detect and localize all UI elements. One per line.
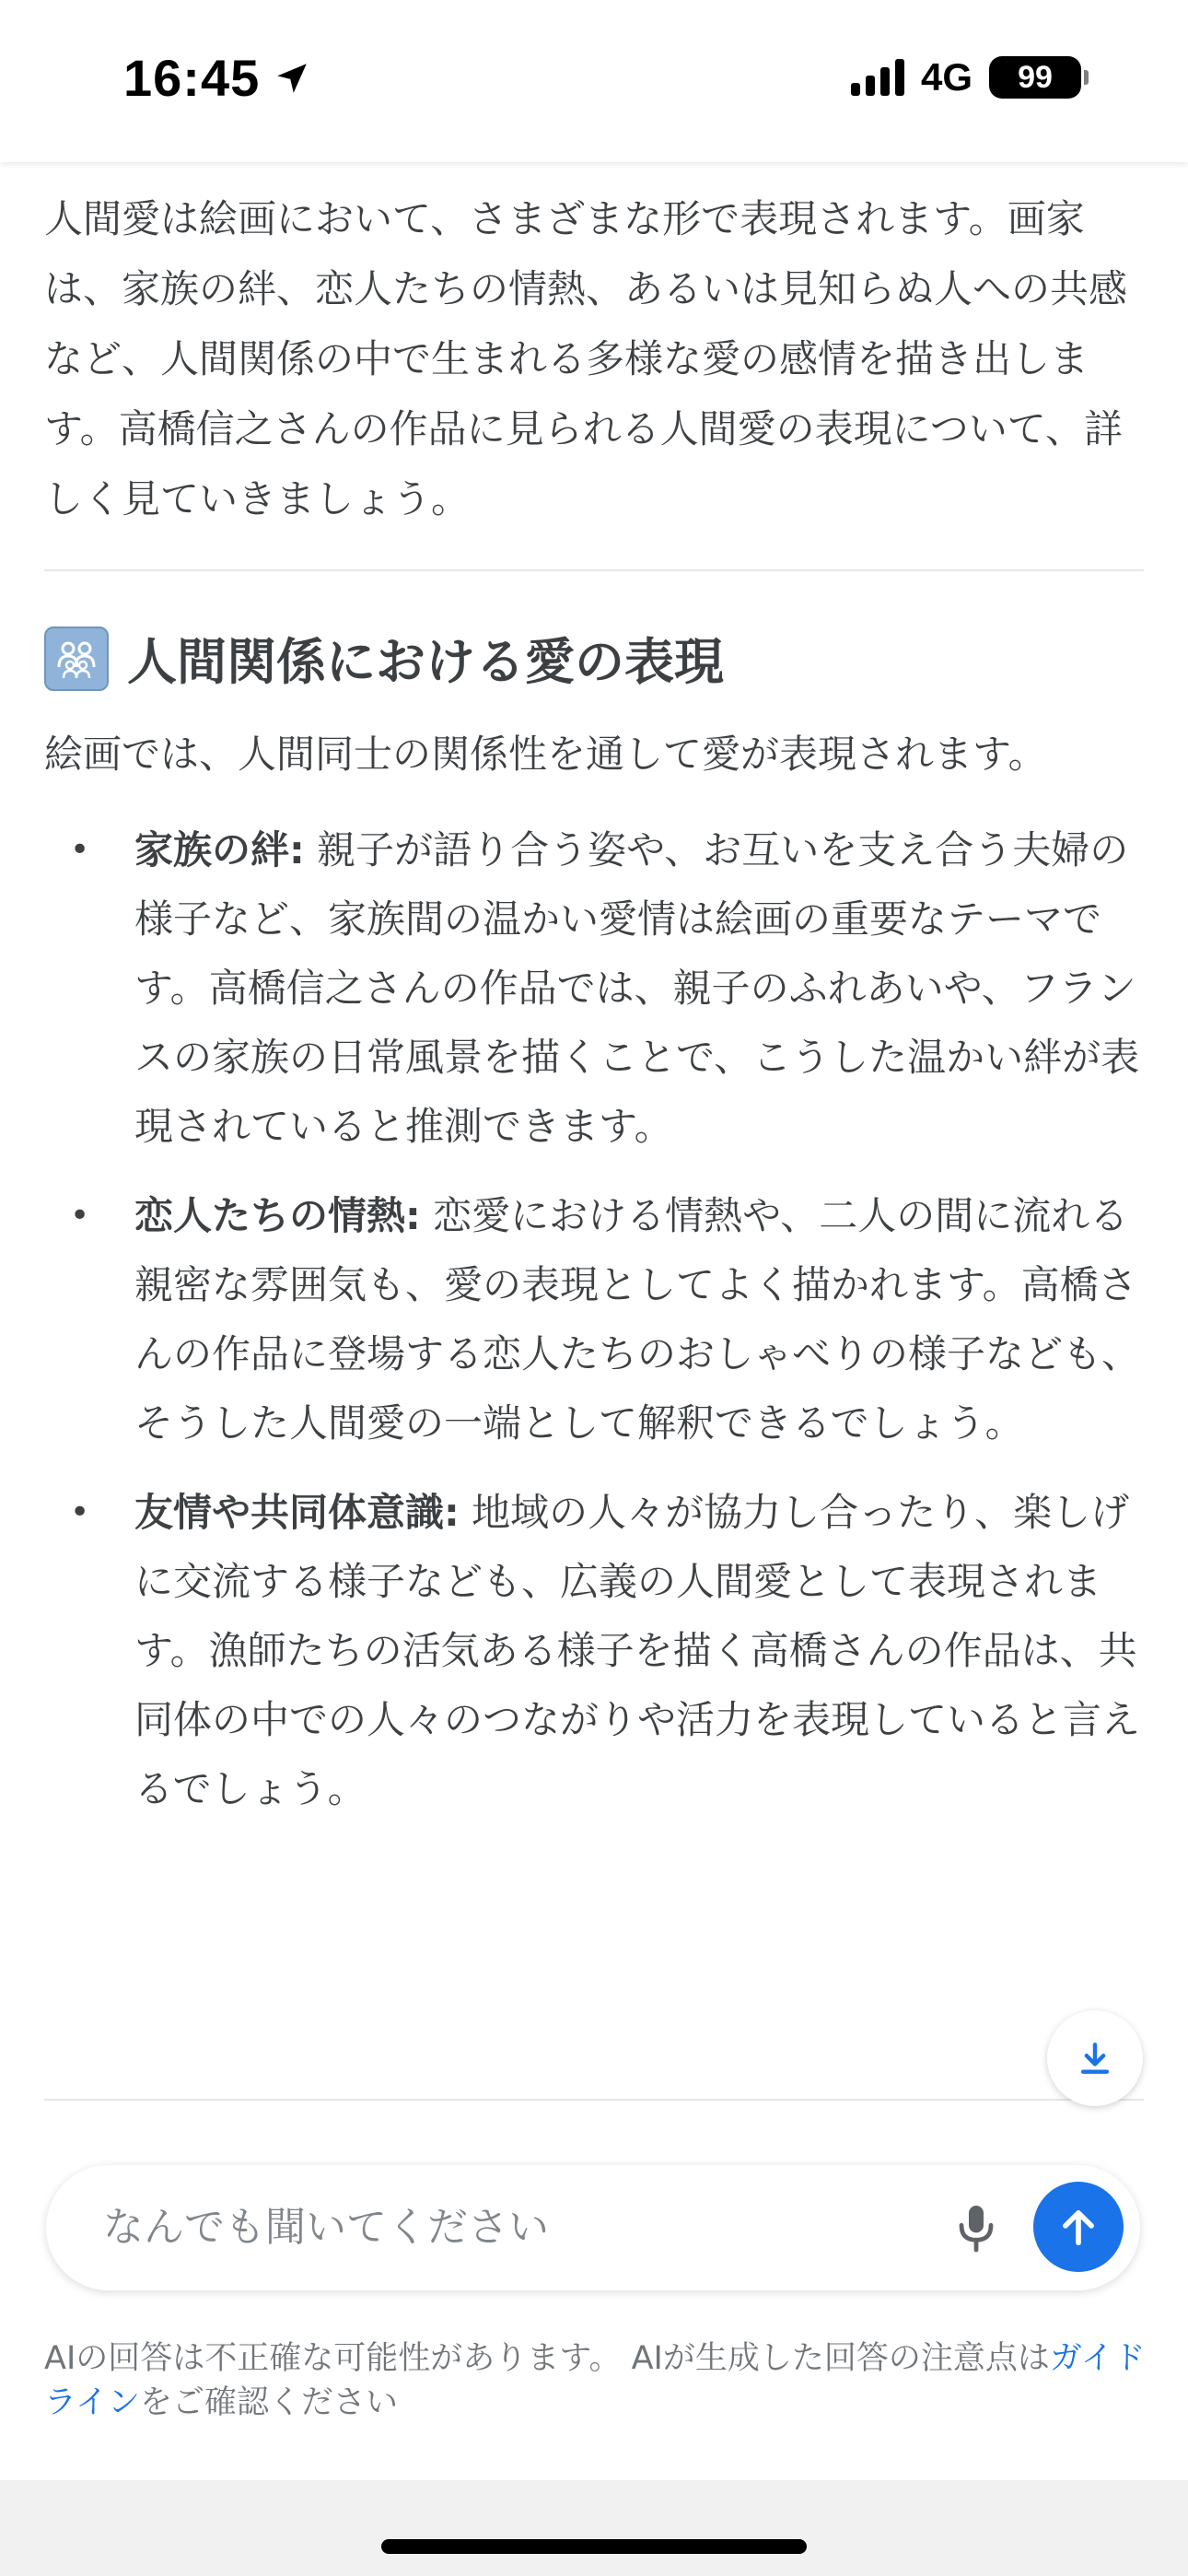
bullet-dot: • xyxy=(70,1493,90,1531)
item-title: 恋人たちの情熱: xyxy=(134,1193,421,1238)
item-text: 親子が語り合う姿や、お互いを支え合う夫婦の様子など、家族間の温かい愛情は絵画の重要なテーマです。高橋信之さんの作品では、親子のふれあいや、フランスの家族の日常風景を描くことで、こうした温かい絆が表現されていると推測できます。 xyxy=(134,827,1140,1149)
arrow-up-icon xyxy=(1054,2203,1102,2251)
disclaimer-text: AIの回答は不正確な可能性があります。 AIが生成した回答の注意点は xyxy=(44,2340,1050,2377)
bullet-dot: • xyxy=(70,831,90,869)
disclaimer xyxy=(44,2336,1149,2425)
item-title: 家族の絆: xyxy=(134,827,305,872)
status-bar xyxy=(0,0,1188,162)
list-item xyxy=(44,1478,1144,1823)
battery-level: 99 xyxy=(1018,59,1053,95)
list-item xyxy=(44,1181,1144,1458)
item-title: 友情や共同体意識: xyxy=(134,1490,460,1535)
disclaimer-suffix: をご確認ください xyxy=(139,2384,398,2421)
section-lead: 絵画では、人間同士の関係性を通して愛が表現されます。 xyxy=(44,732,1047,777)
list-item xyxy=(44,815,1144,1161)
section-divider xyxy=(44,569,1144,571)
status-indicators xyxy=(851,55,1081,100)
guideline-link[interactable]: ガイドライン xyxy=(44,2340,1146,2421)
section-heading xyxy=(44,623,1144,694)
intro-paragraph: 人間愛は絵画において、さまざまな形で表現されます。画家は、家族の絆、恋人たちの情熱、あるいは見知らぬ人への共感など、人間関係の中で生まれる多様な愛の感情を描き出します。高橋信之さんの作品に見られる人間愛の表現について、詳しく見ていきましょう。 xyxy=(44,196,1128,521)
section-title: 人間関係における愛の表現 xyxy=(127,633,724,691)
scroll-to-bottom-button[interactable] xyxy=(1047,2010,1143,2106)
item-text: 地域の人々が協力し合ったり、楽しげに交流する様子なども、広義の人間愛として表現されます。漁師たちの活気ある様子を描く高橋さんの作品は、共同体の中での人々のつながりや活力を表現していると言えるでしょう。 xyxy=(134,1490,1141,1811)
bullet-list xyxy=(44,815,1144,1823)
input-placeholder[interactable]: なんでも聞いてください xyxy=(103,2204,549,2251)
content-bottom-divider xyxy=(44,2099,1144,2101)
status-time xyxy=(123,48,311,108)
answer-content xyxy=(44,162,1144,1844)
network-type: 4G xyxy=(920,55,973,99)
home-indicator[interactable] xyxy=(381,2539,807,2554)
mic-icon[interactable] xyxy=(947,2198,1006,2257)
item-text: 恋愛における情熱や、二人の間に流れる親密な雰囲気も、愛の表現としてよく描かれます。高橋さんの作品に登場する恋人たちのおしゃべりの様子なども、そうした人間愛の一端として解釈できるでしょう。 xyxy=(134,1193,1141,1446)
battery-icon xyxy=(989,56,1081,99)
bottom-bar xyxy=(0,2480,1188,2576)
send-button[interactable] xyxy=(1033,2182,1124,2272)
download-arrow-icon xyxy=(1075,2038,1115,2078)
cellular-signal-icon xyxy=(851,59,904,96)
bullet-dot: • xyxy=(70,1197,90,1235)
family-icon xyxy=(44,626,109,691)
chat-input[interactable] xyxy=(46,2165,1140,2290)
location-arrow-icon xyxy=(273,59,311,98)
time-text: 16:45 xyxy=(123,49,261,107)
